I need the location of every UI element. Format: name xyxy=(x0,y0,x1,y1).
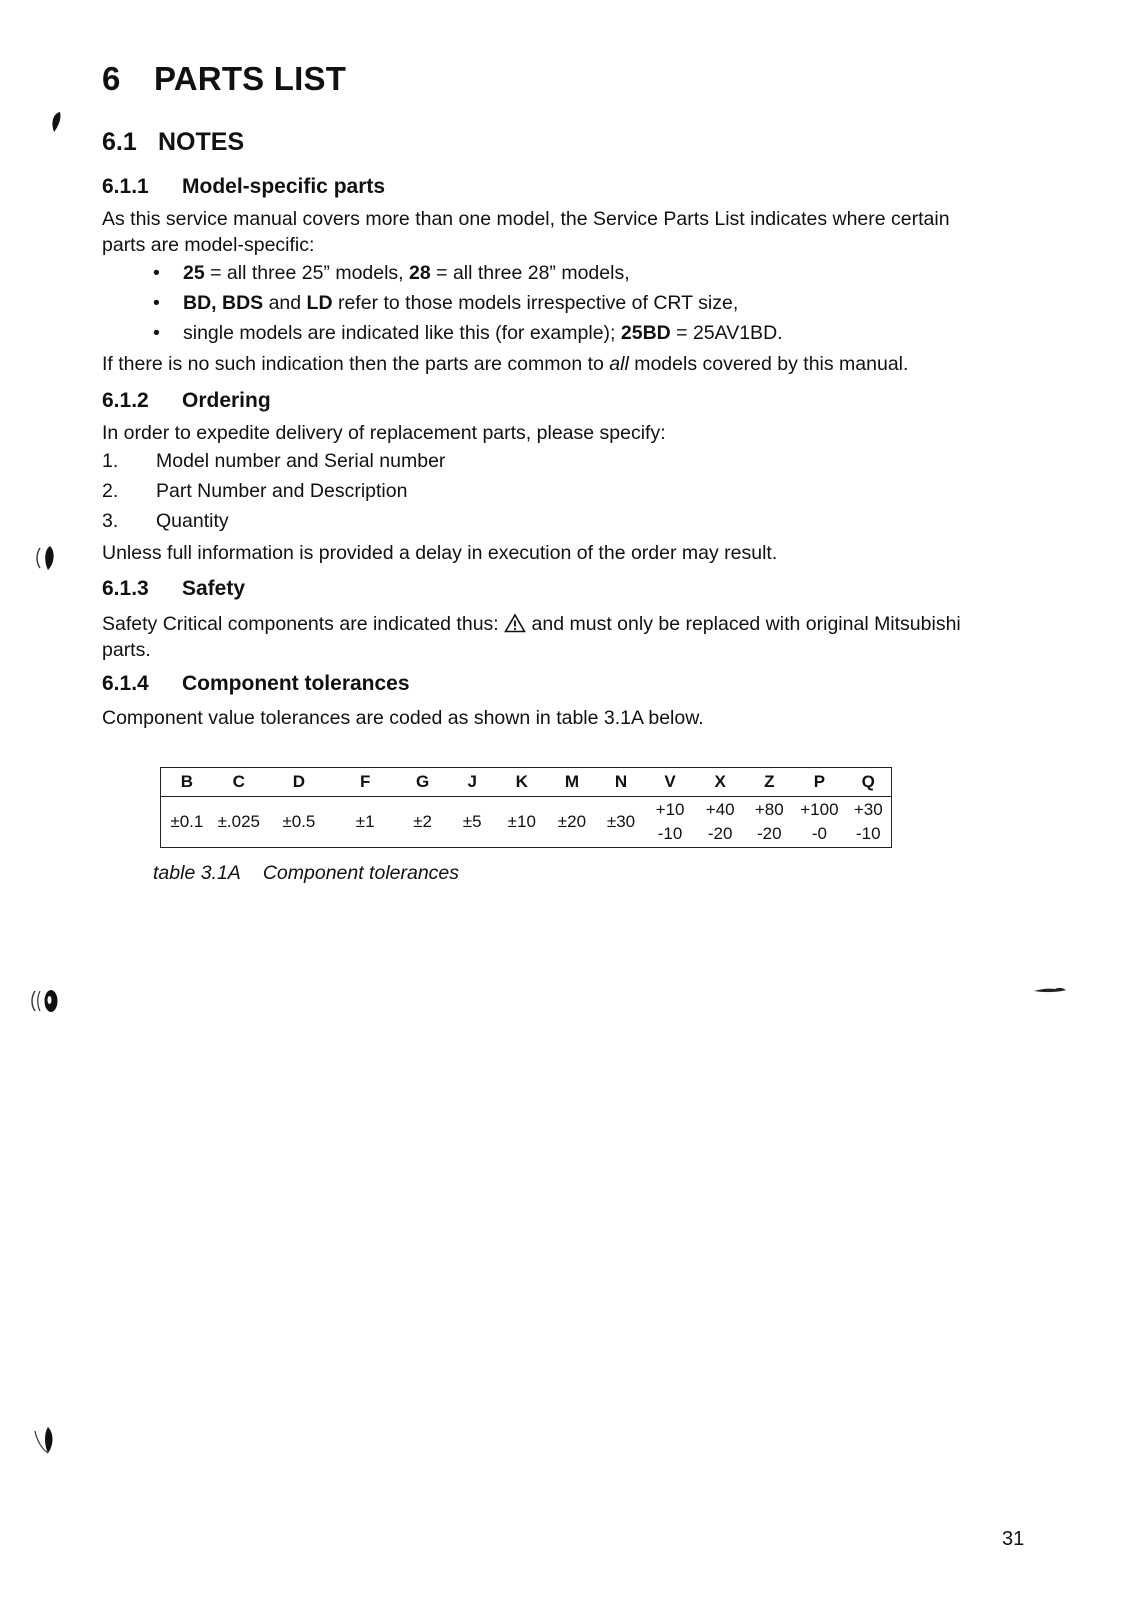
table-cell: ±20 xyxy=(557,812,587,831)
chapter-title: PARTS LIST xyxy=(154,60,347,97)
page-number: 31 xyxy=(1002,1528,1025,1550)
table-cell: ±2 xyxy=(413,812,432,831)
table-cell xyxy=(645,797,695,848)
paragraph: As this service manual covers more than one model, the Service Parts List indicates where certain xyxy=(102,208,950,230)
text: and xyxy=(263,292,307,314)
plus-tolerance: +40 xyxy=(705,800,735,819)
chapter-heading xyxy=(102,60,346,98)
table-header-cell: P xyxy=(793,768,845,797)
text: refer to those models irrespective of CRT size, xyxy=(332,292,739,314)
scan-smudge-mark xyxy=(1033,985,1067,995)
table-caption xyxy=(153,862,459,885)
table-header-cell: M xyxy=(547,768,597,797)
bullet-icon: • xyxy=(153,322,160,344)
warning-triangle-icon xyxy=(504,613,526,640)
punch-hole-mark xyxy=(48,110,64,134)
subsection-title: Model-specific parts xyxy=(182,175,386,198)
punch-hole-mark xyxy=(34,544,62,572)
table-cell: ±0.1 xyxy=(170,812,204,831)
table-cell xyxy=(695,797,745,848)
section-number: 6.1 xyxy=(102,128,137,156)
table-cell: ±0.5 xyxy=(282,812,316,831)
table-header-cell: V xyxy=(645,768,695,797)
text: single models are indicated like this (for example); xyxy=(183,322,621,344)
paragraph: parts. xyxy=(102,639,151,661)
text: and must only be replaced with original Mitsubishi xyxy=(526,613,961,635)
table-header-cell: Q xyxy=(845,768,891,797)
paragraph: Unless full information is provided a delay in execution of the order may result. xyxy=(102,542,778,564)
table-header-cell: N xyxy=(597,768,645,797)
plus-tolerance: +80 xyxy=(754,800,784,819)
text: = all three 25” models, xyxy=(204,262,410,284)
tolerance-table xyxy=(160,767,892,848)
subsection-number: 6.1.3 xyxy=(102,577,149,600)
table-header-cell: Z xyxy=(745,768,793,797)
table-row xyxy=(161,797,892,848)
text: = all three 28” models, xyxy=(430,262,630,284)
punch-hole-mark xyxy=(32,1425,60,1455)
subsection-heading-ordering xyxy=(102,389,271,413)
paragraph xyxy=(102,611,961,640)
subsection-title: Ordering xyxy=(182,389,271,412)
emphasis-text: all xyxy=(609,353,629,375)
table-cell: ±1 xyxy=(355,812,375,831)
plus-tolerance: +10 xyxy=(655,800,685,819)
subsection-number: 6.1.1 xyxy=(102,175,149,198)
table-cell xyxy=(745,797,793,848)
table-header-cell: D xyxy=(265,768,333,797)
item-text: Quantity xyxy=(156,510,229,532)
section-heading xyxy=(102,128,244,157)
paragraph: parts are model-specific: xyxy=(102,234,315,256)
paragraph: In order to expedite delivery of replacement parts, please specify: xyxy=(102,422,666,444)
table-header-cell: C xyxy=(213,768,265,797)
section-title: NOTES xyxy=(158,128,245,156)
plus-tolerance: +100 xyxy=(800,800,839,819)
subsection-heading-safety xyxy=(102,577,245,601)
bullet-icon: • xyxy=(153,292,160,314)
punch-hole-mark xyxy=(30,985,62,1017)
subsection-number: 6.1.4 xyxy=(102,672,149,695)
table-cell: ±.025 xyxy=(217,812,261,831)
item-text: Model number and Serial number xyxy=(156,450,446,472)
bold-text: LD xyxy=(306,292,333,314)
item-number: 2. xyxy=(102,480,119,502)
table-cell xyxy=(845,797,891,848)
subsection-heading-tolerances xyxy=(102,672,410,696)
table-header-cell: F xyxy=(333,768,398,797)
table-header-cell: G xyxy=(398,768,448,797)
text: = 25AV1BD. xyxy=(670,322,783,344)
bullet-icon: • xyxy=(153,262,160,284)
table-cell: ±30 xyxy=(606,812,636,831)
subsection-title: Component tolerances xyxy=(182,672,410,695)
minus-tolerance: -0 xyxy=(811,824,827,843)
bold-text: 28 xyxy=(409,262,431,284)
bold-text: BD, BDS xyxy=(183,292,264,314)
caption-text: Component tolerances xyxy=(262,862,460,884)
subsection-title: Safety xyxy=(182,577,246,600)
bold-text: 25 xyxy=(183,262,205,284)
table-cell: ±10 xyxy=(507,812,536,831)
caption-label: table 3.1A xyxy=(153,862,241,884)
minus-tolerance: -20 xyxy=(707,824,733,843)
paragraph xyxy=(102,351,908,377)
table-header-cell: X xyxy=(695,768,745,797)
text: models covered by this manual. xyxy=(628,353,909,375)
paragraph: Component value tolerances are coded as shown in table 3.1A below. xyxy=(102,707,704,729)
table-header-cell: K xyxy=(497,768,547,797)
chapter-number: 6 xyxy=(102,60,121,97)
text: Safety Critical components are indicated thus: xyxy=(102,613,505,635)
minus-tolerance: -10 xyxy=(855,824,881,843)
item-number: 3. xyxy=(102,510,119,532)
bold-text: 25BD xyxy=(620,322,671,344)
table-header-cell: J xyxy=(448,768,497,797)
table-header-cell: B xyxy=(161,768,213,797)
minus-tolerance: -20 xyxy=(756,824,782,843)
subsection-heading-model-specific xyxy=(102,175,385,199)
item-text: Part Number and Description xyxy=(156,480,408,502)
table-cell xyxy=(793,797,845,848)
subsection-number: 6.1.2 xyxy=(102,389,149,412)
minus-tolerance: -10 xyxy=(657,824,683,843)
text: If there is no such indication then the parts are common to xyxy=(102,353,610,375)
item-number: 1. xyxy=(102,450,119,472)
plus-tolerance: +30 xyxy=(853,800,883,819)
table-header-row xyxy=(161,768,892,797)
table-cell: ±5 xyxy=(462,812,482,831)
